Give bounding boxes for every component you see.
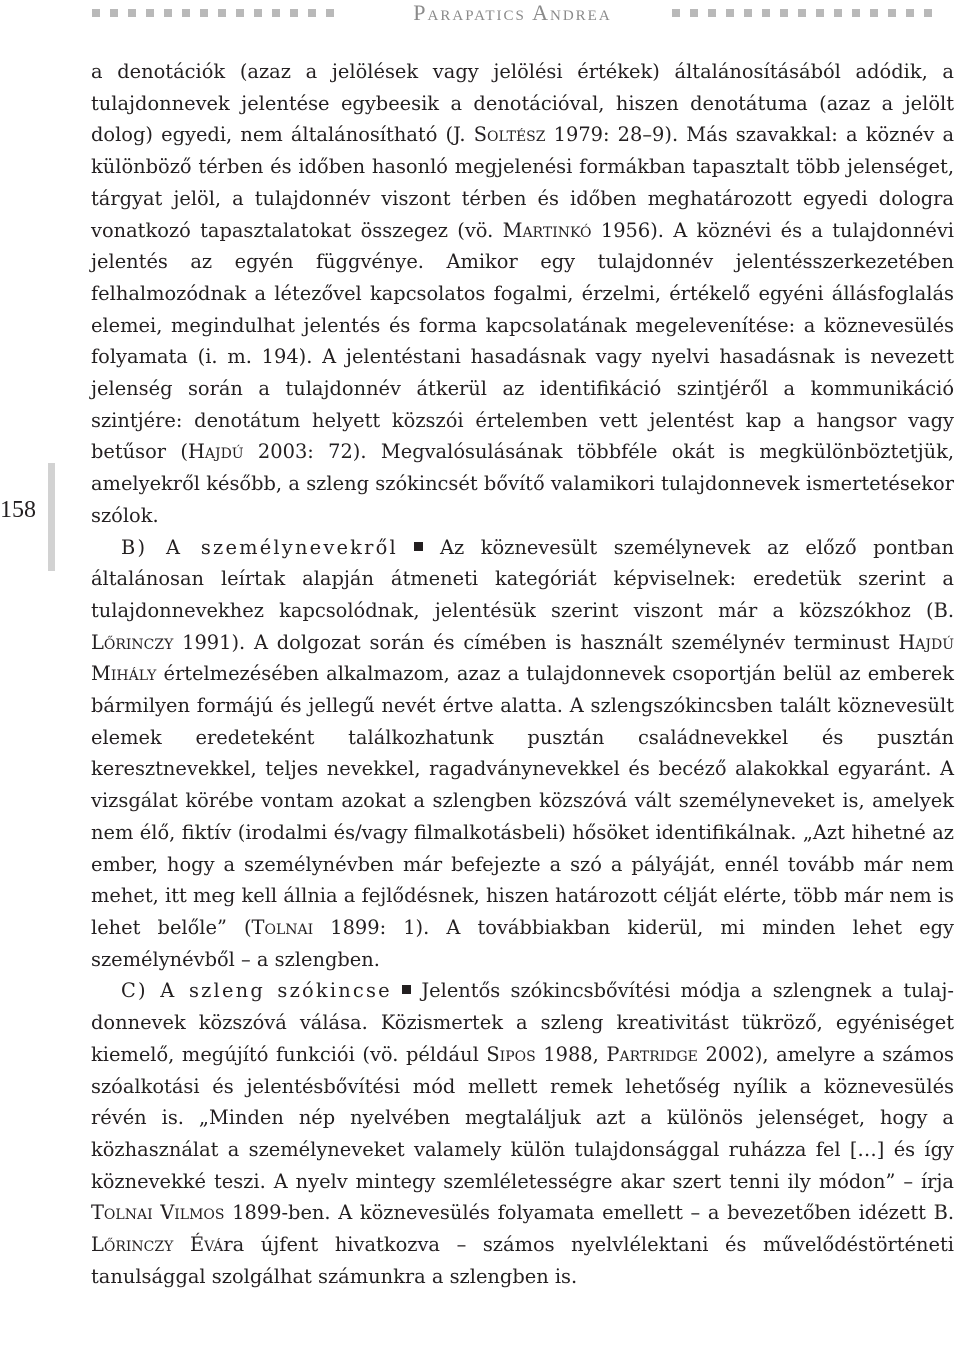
author-name: Soltész <box>473 123 546 147</box>
section-heading: B) A személynevekről <box>121 535 398 559</box>
square-bullet-icon <box>402 985 411 994</box>
paragraph-slang-vocabulary <box>91 975 954 1292</box>
page-number: 158 <box>0 497 36 523</box>
text-run: értelmezésében alkalmazom, azaz a tulajdonnevek csoportján belül az emberek bármilyen formájú és jellegű nevét értve alatta. A szlengszókincsben talált köznevesült elemek eredeteként találkozhatunk pusztán családnevekkel és pusztán keresztnevekkel, teljes nevekkel, ragadványnevekkel és becéző alakokkal egyaránt. A vizsgálat körébe vontam azokat a szlengben közszóvá vált személyneveket is, amelyek nem élő, fiktív (irodalmi és/vagy filmalkotásbeli) hősöket identifikálnak. „Azt hihetné az ember, hogy a személynévben már befejezte a szó a pályáját, ennél tovább már nem mehet, itt meg kell állnia a fejlődésnek, hiszen határozott célját elérte, több már nem is lehet belőle” ( <box>91 662 954 939</box>
author-name: Martinkó <box>502 218 592 242</box>
text-run: 1899-ben. A köznevesülés folyamata emellett – a bevezetőben idézett B. <box>224 1201 954 1225</box>
section-heading: C) A szleng szókincse <box>121 979 392 1003</box>
text-run: Az köznevesült személynevek az előző pontban általánosan leírtak alapján átmeneti kategóriát képviselnek: eredetük szerint a tulajdonnevekhez kapcsolódnak, jelentésük szerint viszont már a közszókhoz (B. <box>91 535 954 622</box>
text-run: 1956). A köznévi és a tulajdonnévi jelentés az egyén függvénye. Amikor egy tulajdonnév jelentésszerkezetében felhalmozódnak a létezővel kapcsolatos fogalmi, érzelmi, értékelő egyéni állásfoglalás elemei, megindulhat jelentés és forma kapcsolatának megelevenítése: a köznevesülés folyamata (i. m. 194). A jelentéstani hasadásnak vagy nyelvi hasadásnak is nevezett jelenség során a tulajdonnév átkerül az identifikáció szintjéről a kommunikáció szintjére: denotátum helyett közszói értelemben vett jelentést kap a hangsor vagy betűsor ( <box>91 218 954 464</box>
header-dots-right <box>672 9 932 17</box>
author-name: Hajdú Mihály <box>91 630 954 686</box>
body-text <box>91 56 954 1292</box>
text-run: ra újfent hivatkozva – számos nyelvlélektani és művelődéstörténeti tanulsággal szolgálhat számunkra a szlengben is. <box>91 1233 954 1288</box>
text-run: 1988, <box>535 1042 607 1066</box>
author-name: Lőrinczy Évá <box>91 1233 224 1257</box>
author-name: Sipos <box>486 1042 536 1066</box>
text-run: 1991). A dolgozat során és címében is használt személynév terminust <box>173 630 899 654</box>
text-run: 1899: 1). A továbbiakban kiderül, mi minden lehet egy személynévből – a szlengben. <box>91 915 955 971</box>
page-header <box>0 0 960 26</box>
author-name: Tolnai Vilmos <box>91 1201 225 1225</box>
text-run: Jelentős szókincsbővítési módja a szlengnek a tulajdonnevek közszóvá válása. Közismertek a szleng kreativitást tükröző, egyéniséget kiemelő, megújító funkciói (vö. például <box>91 979 954 1066</box>
text-run: 2002), amelyre a számos szóalkotási és jelentésbővítési mód mellett remek lehetőség nyílik a köznevesülés révén is. „Minden nép nyelvében megtaláljuk azt a különös jelenséget, hogy a közhasználat a személyneveket valamely külön tulajdonsággal ruházza fel […] és így köznevekké teszi. A nyelv mintegy szemléletességre akar szert tenni ily módon” – írja <box>91 1042 955 1193</box>
paragraph-personal-names <box>91 532 954 976</box>
text-run: 2003: 72). Megvalósulásának többféle okát is megkülönböztetjük, amelyekről később, a szleng szókincsét bővítő valamikori tulajdonnevek ismertetésekor szólok. <box>91 440 954 527</box>
author-name: Tolnai <box>251 915 314 939</box>
page-number-bar <box>48 463 55 571</box>
author-name: Lőrinczy <box>91 630 174 654</box>
author-name: Partridge <box>606 1042 698 1066</box>
text-run: a denotációk (azaz a jelölések vagy jelölési értékek) általánosításából adódik, a tulajdonnevek jelentése egybeesik a denotációval, hiszen denotátuma (azaz a jelölt dolog) egyedi, nem általánosítható (J. <box>91 60 954 147</box>
paragraph-denotation <box>91 56 954 532</box>
author-name: Hajdú <box>187 440 244 464</box>
running-head: Parapatics Andrea <box>413 0 612 25</box>
text-run: 1979: 28–9). Más szavakkal: a köznév a különböző térben és időben hasonló megjelenési formákban tapasztalt több jelenséget, tárgyat jelöl, a tulajdonnév viszont térben és időben meghatározott egyedi dologra vonatkozó tapasztalatokat összegez (vö. <box>91 123 955 242</box>
